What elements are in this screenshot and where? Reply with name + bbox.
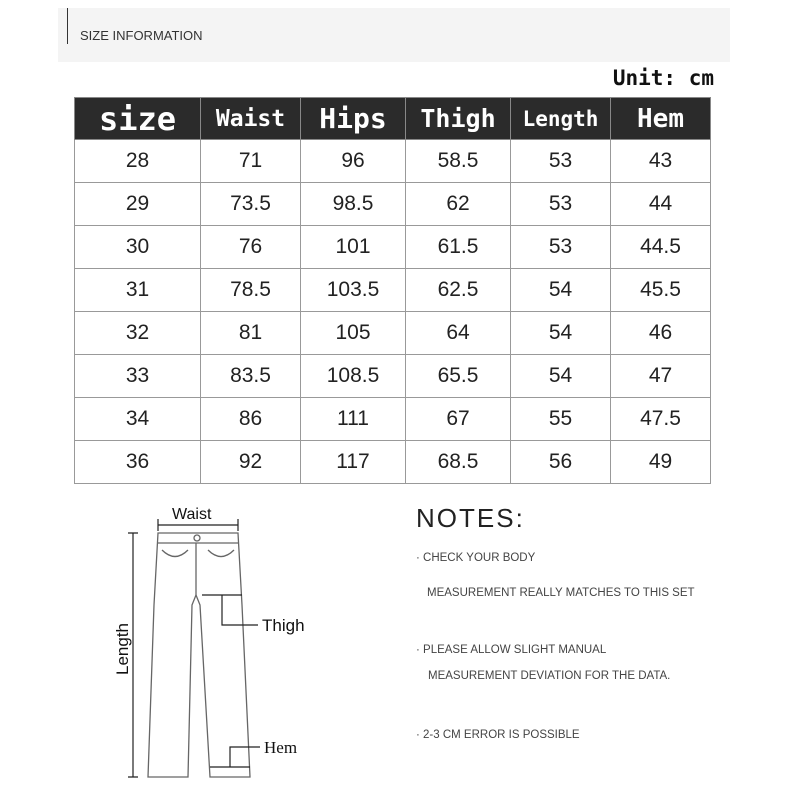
table-cell-hips: 98.5 [301, 183, 406, 226]
table-cell-hem: 49 [611, 441, 711, 484]
header-hips: Hips [301, 98, 406, 140]
hem-label: Hem [264, 738, 298, 757]
note-line: · 2-3 CM ERROR IS POSSIBLE [416, 729, 580, 741]
table-cell-hips: 108.5 [301, 355, 406, 398]
length-label: Length [113, 623, 132, 675]
table-cell-thigh: 62 [406, 183, 511, 226]
table-cell-hem: 47 [611, 355, 711, 398]
notes-title: NOTES: [416, 503, 525, 533]
table-cell-length: 54 [511, 355, 611, 398]
size-information-banner [58, 8, 730, 62]
table-cell-size: 28 [75, 140, 201, 183]
table-cell-length: 53 [511, 140, 611, 183]
table-cell-thigh: 58.5 [406, 140, 511, 183]
table-cell-length: 55 [511, 398, 611, 441]
table-cell-thigh: 61.5 [406, 226, 511, 269]
table-cell-size: 33 [75, 355, 201, 398]
table-cell-hem: 45.5 [611, 269, 711, 312]
table-cell-length: 53 [511, 183, 611, 226]
table-cell-hips: 103.5 [301, 269, 406, 312]
table-cell-size: 31 [75, 269, 201, 312]
table-cell-waist: 71 [201, 140, 301, 183]
table-cell-waist: 83.5 [201, 355, 301, 398]
table-cell-thigh: 62.5 [406, 269, 511, 312]
header-length: Length [511, 98, 611, 140]
note-line: · CHECK YOUR BODY [416, 552, 536, 564]
table-cell-size: 29 [75, 183, 201, 226]
table-cell-hips: 111 [301, 398, 406, 441]
header-waist: Waist [201, 98, 301, 140]
header-thigh: Thigh [406, 98, 511, 140]
thigh-label: Thigh [262, 616, 305, 635]
table-cell-thigh: 64 [406, 312, 511, 355]
table-cell-hem: 44 [611, 183, 711, 226]
table-cell-waist: 76 [201, 226, 301, 269]
pants-diagram [100, 495, 340, 795]
banner-title: SIZE INFORMATION [80, 28, 203, 43]
table-cell-length: 53 [511, 226, 611, 269]
size-table [74, 97, 711, 484]
table-cell-hips: 105 [301, 312, 406, 355]
table-cell-waist: 78.5 [201, 269, 301, 312]
table-row [75, 398, 711, 441]
table-cell-hem: 47.5 [611, 398, 711, 441]
note-line: MEASUREMENT DEVIATION FOR THE DATA. [428, 670, 671, 682]
table-cell-length: 54 [511, 312, 611, 355]
divider [67, 8, 68, 44]
table-row [75, 226, 711, 269]
table-row [75, 441, 711, 484]
header-size: size [75, 98, 201, 140]
table-cell-waist: 81 [201, 312, 301, 355]
table-cell-hem: 46 [611, 312, 711, 355]
waist-label: Waist [172, 506, 212, 523]
table-cell-size: 34 [75, 398, 201, 441]
table-cell-waist: 86 [201, 398, 301, 441]
table-row [75, 183, 711, 226]
table-cell-length: 56 [511, 441, 611, 484]
note-line: MEASUREMENT REALLY MATCHES TO THIS SET [427, 587, 695, 599]
table-cell-thigh: 65.5 [406, 355, 511, 398]
unit-label: Unit: cm [612, 66, 714, 90]
table-cell-size: 30 [75, 226, 201, 269]
note-line: · PLEASE ALLOW SLIGHT MANUAL [416, 644, 607, 656]
table-cell-hem: 43 [611, 140, 711, 183]
table-cell-thigh: 68.5 [406, 441, 511, 484]
table-row [75, 312, 711, 355]
table-cell-size: 32 [75, 312, 201, 355]
header-hem: Hem [611, 98, 711, 140]
table-cell-hem: 44.5 [611, 226, 711, 269]
table-cell-thigh: 67 [406, 398, 511, 441]
table-cell-size: 36 [75, 441, 201, 484]
table-cell-hips: 101 [301, 226, 406, 269]
table-cell-hips: 96 [301, 140, 406, 183]
table-row [75, 269, 711, 312]
table-cell-waist: 73.5 [201, 183, 301, 226]
table-cell-waist: 92 [201, 441, 301, 484]
table-cell-hips: 117 [301, 441, 406, 484]
table-cell-length: 54 [511, 269, 611, 312]
table-row [75, 355, 711, 398]
table-row [75, 140, 711, 183]
